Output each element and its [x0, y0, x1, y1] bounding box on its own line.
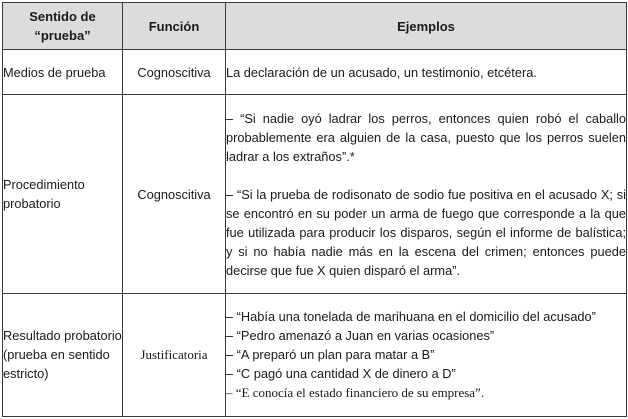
- cell-ejemplos: [226, 50, 627, 95]
- header-row: [3, 3, 627, 50]
- example-text: – “C pagó una cantidad X de dinero a D”: [226, 366, 456, 382]
- example-text: – “Había una tonelada de marihuana en el domicilio del acusado”: [226, 309, 596, 325]
- example-text: – “Si la prueba de rodisonato de sodio fue positiva en el acusado X; si se encontró en su poder un arma de fuego que corresponde a la que fue utilizada para producir los disparos, según el informe de balística; y si no había nadie más en la escena del crimen; entonces puede decirse que fue X quien disparó el arma”.: [226, 186, 626, 278]
- cell-ejemplos: [226, 293, 627, 416]
- cell-sentido: Procedimiento probatorio: [3, 95, 123, 293]
- cell-funcion: Cognoscitiva: [123, 50, 226, 95]
- example-text: – “Si nadie oyó ladrar los perros, entonces quien robó el caballo probablemente era alguien de la casa, puesto que los perros suelen ladrar a los extraños”.*: [226, 110, 626, 164]
- evidence-table: [2, 2, 627, 417]
- cell-funcion: Cognoscitiva: [123, 95, 226, 293]
- header-sentido: [3, 3, 123, 50]
- example-text: – “E conocía el estado financiero de su empresa”.: [226, 385, 485, 401]
- table-row: [3, 293, 627, 416]
- header-funcion: Función: [123, 3, 226, 50]
- cell-funcion: Justificatoria: [123, 293, 226, 416]
- table-row: [3, 95, 627, 293]
- example-text: La declaración de un acusado, un testimonio, etcétera.: [226, 64, 537, 80]
- example-text: – “Pedro amenazó a Juan en varias ocasiones”: [226, 328, 495, 344]
- example-text: – “A preparó un plan para matar a B”: [226, 347, 435, 363]
- header-ejemplos: Ejemplos: [226, 3, 627, 50]
- cell-sentido: Medios de prueba: [3, 50, 123, 95]
- table-row: [3, 50, 627, 95]
- header-sentido-line1: Sentido de: [29, 9, 96, 24]
- header-sentido-line2: “prueba”: [34, 28, 91, 43]
- cell-ejemplos: [226, 95, 627, 293]
- cell-sentido: Resultado probatorio (prueba en sentido estricto): [3, 293, 123, 416]
